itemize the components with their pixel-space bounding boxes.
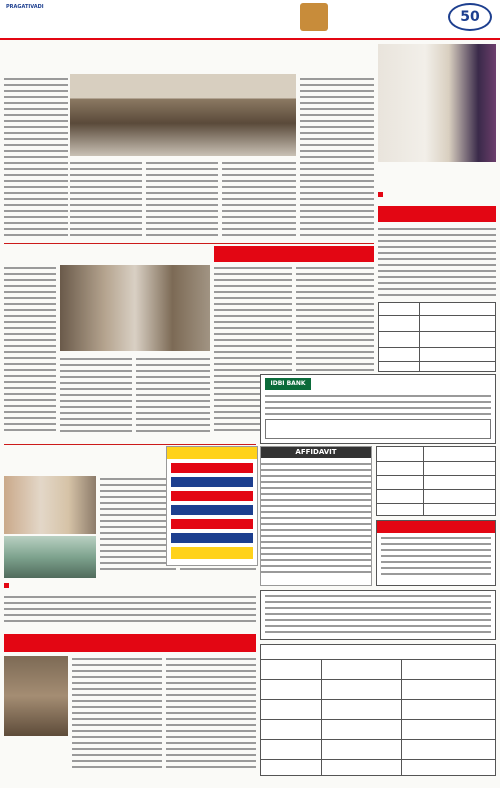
notice-red-header <box>376 520 496 586</box>
story5-photo-group <box>4 476 96 534</box>
affidavit-title: AFFIDAVIT <box>261 447 371 458</box>
story2-text-col-1 <box>4 265 56 440</box>
story2-text-col-2 <box>60 356 132 440</box>
lead-text-col-1 <box>4 74 68 240</box>
lead-text-col-2 <box>70 160 142 240</box>
story3-banner <box>214 246 374 262</box>
bottom-banner <box>4 634 256 652</box>
bottom-text-col-2 <box>166 656 256 776</box>
bottom-tender-table <box>260 644 496 776</box>
lead-photo-meeting <box>70 74 296 156</box>
masthead-ad <box>300 3 440 33</box>
lead-headline <box>4 44 374 69</box>
idbi-bank-ad <box>260 374 496 444</box>
story5-text-col-1 <box>100 476 176 580</box>
brand-logo <box>6 4 124 34</box>
temple-icon <box>300 3 328 31</box>
lead-text-col-3 <box>146 160 218 240</box>
side-photo-caption <box>378 164 496 186</box>
bottom-text-col-1 <box>72 656 162 776</box>
idbi-title <box>317 378 491 390</box>
side-photo-award <box>378 44 496 162</box>
story5-subhead <box>4 582 256 592</box>
ad-yellow-title <box>167 447 257 459</box>
lead-text-col-4 <box>222 160 296 240</box>
story2-photo <box>60 265 210 351</box>
idbi-logo: IDBI BANK <box>265 378 311 390</box>
story2-text-col-3 <box>136 356 210 440</box>
tender-table-1 <box>376 446 496 516</box>
anniversary-logo: 50 <box>448 3 492 31</box>
story4-banner <box>378 206 496 222</box>
tender-notice-wide <box>260 590 496 640</box>
story5-text-bottom <box>4 594 256 630</box>
ad-yellow-panel <box>166 446 258 566</box>
affidavit-box <box>260 446 372 586</box>
bullet-icon <box>378 192 383 197</box>
brand-subtitle: PRAGATIVADI <box>6 4 44 10</box>
lead-text-col-5 <box>300 74 374 240</box>
story4-notice-table <box>378 302 496 372</box>
side-brief-headline <box>378 190 496 202</box>
story5-photo-bed <box>4 536 96 578</box>
masthead <box>0 0 500 40</box>
story2-headline <box>4 246 209 262</box>
bullet-icon <box>4 583 9 588</box>
bottom-photo <box>4 656 68 736</box>
notice-title <box>377 521 495 533</box>
